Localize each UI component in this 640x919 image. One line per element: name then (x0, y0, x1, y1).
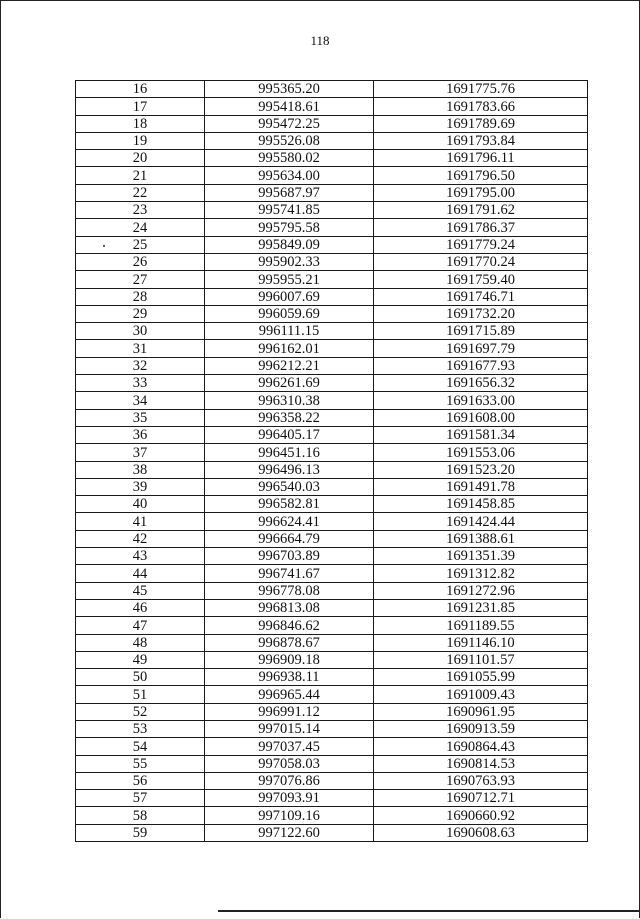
point-number-cell: 44 (76, 565, 205, 582)
coordinates-table (75, 80, 588, 842)
x-coordinate-cell: 995580.02 (205, 150, 374, 167)
table-row (76, 772, 588, 789)
point-number-cell: 30 (76, 323, 205, 340)
y-coordinate-cell: 1690763.93 (374, 772, 588, 789)
table-row (76, 202, 588, 219)
y-coordinate-cell: 1691656.32 (374, 375, 588, 392)
y-coordinate-cell: 1690913.59 (374, 720, 588, 737)
y-coordinate-cell: 1690608.63 (374, 824, 588, 841)
y-coordinate-cell: 1691231.85 (374, 599, 588, 616)
x-coordinate-cell: 996778.08 (205, 582, 374, 599)
table-row (76, 219, 588, 236)
y-coordinate-cell: 1691793.84 (374, 132, 588, 149)
y-coordinate-cell: 1691746.71 (374, 288, 588, 305)
y-coordinate-cell: 1691553.06 (374, 444, 588, 461)
table-row (76, 323, 588, 340)
x-coordinate-cell: 996624.41 (205, 513, 374, 530)
x-coordinate-cell: 995365.20 (205, 81, 374, 98)
y-coordinate-cell: 1691770.24 (374, 253, 588, 270)
table-row (76, 565, 588, 582)
x-coordinate-cell: 995955.21 (205, 271, 374, 288)
x-coordinate-cell: 996310.38 (205, 392, 374, 409)
x-coordinate-cell: 996451.16 (205, 444, 374, 461)
x-coordinate-cell: 996741.67 (205, 565, 374, 582)
x-coordinate-cell: 996965.44 (205, 686, 374, 703)
point-number-cell: 52 (76, 703, 205, 720)
point-number-cell: 16 (76, 81, 205, 98)
table-row (76, 444, 588, 461)
y-coordinate-cell: 1691388.61 (374, 530, 588, 547)
table-row (76, 81, 588, 98)
table-row (76, 375, 588, 392)
table-row (76, 651, 588, 668)
table-row (76, 582, 588, 599)
y-coordinate-cell: 1691146.10 (374, 634, 588, 651)
x-coordinate-cell: 997076.86 (205, 772, 374, 789)
x-coordinate-cell: 997109.16 (205, 807, 374, 824)
bottom-rule (218, 910, 640, 912)
x-coordinate-cell: 996878.67 (205, 634, 374, 651)
y-coordinate-cell: 1691189.55 (374, 617, 588, 634)
point-number-cell: 18 (76, 115, 205, 132)
x-coordinate-cell: 995526.08 (205, 132, 374, 149)
point-number-cell: 37 (76, 444, 205, 461)
table-row (76, 305, 588, 322)
table-row (76, 703, 588, 720)
point-number-cell: 41 (76, 513, 205, 530)
y-coordinate-cell: 1691796.11 (374, 150, 588, 167)
point-number-cell: 31 (76, 340, 205, 357)
y-coordinate-cell: 1690712.71 (374, 790, 588, 807)
x-coordinate-cell: 997093.91 (205, 790, 374, 807)
point-number-cell: 21 (76, 167, 205, 184)
page-number: 118 (310, 33, 330, 48)
x-coordinate-cell: 997037.45 (205, 738, 374, 755)
table-row (76, 461, 588, 478)
table-row (76, 496, 588, 513)
point-number-cell: 26 (76, 253, 205, 270)
point-number-cell: 48 (76, 634, 205, 651)
x-coordinate-cell: 997122.60 (205, 824, 374, 841)
table-row (76, 184, 588, 201)
table-row (76, 409, 588, 426)
x-coordinate-cell: 996261.69 (205, 375, 374, 392)
y-coordinate-cell: 1691633.00 (374, 392, 588, 409)
x-coordinate-cell: 996846.62 (205, 617, 374, 634)
coordinates-table-body (76, 81, 588, 842)
point-number-cell: 34 (76, 392, 205, 409)
x-coordinate-cell: 995902.33 (205, 253, 374, 270)
point-number-cell: 20 (76, 150, 205, 167)
table-row (76, 790, 588, 807)
table-row (76, 340, 588, 357)
table-row (76, 98, 588, 115)
point-number-cell: 53 (76, 720, 205, 737)
y-coordinate-cell: 1690660.92 (374, 807, 588, 824)
point-number-cell: 40 (76, 496, 205, 513)
point-number-cell: 56 (76, 772, 205, 789)
x-coordinate-cell: 996059.69 (205, 305, 374, 322)
table-row (76, 236, 588, 253)
point-number-cell: 36 (76, 426, 205, 443)
point-number-cell: 29 (76, 305, 205, 322)
y-coordinate-cell: 1691055.99 (374, 669, 588, 686)
x-coordinate-cell: 997015.14 (205, 720, 374, 737)
point-number-cell: 49 (76, 651, 205, 668)
x-coordinate-cell: 996540.03 (205, 478, 374, 495)
point-number-cell: 35 (76, 409, 205, 426)
y-coordinate-cell: 1691795.00 (374, 184, 588, 201)
y-coordinate-cell: 1691458.85 (374, 496, 588, 513)
point-number-cell: 33 (76, 375, 205, 392)
x-coordinate-cell: 996703.89 (205, 548, 374, 565)
y-coordinate-cell: 1690814.53 (374, 755, 588, 772)
x-coordinate-cell: 995687.97 (205, 184, 374, 201)
table-row (76, 755, 588, 772)
x-coordinate-cell: 995418.61 (205, 98, 374, 115)
x-coordinate-cell: 995795.58 (205, 219, 374, 236)
point-number-cell: 46 (76, 599, 205, 616)
y-coordinate-cell: 1691424.44 (374, 513, 588, 530)
point-number-cell: 32 (76, 357, 205, 374)
table-row (76, 738, 588, 755)
x-coordinate-cell: 996358.22 (205, 409, 374, 426)
point-number-cell: 45 (76, 582, 205, 599)
x-coordinate-cell: 995849.09 (205, 236, 374, 253)
x-coordinate-cell: 996007.69 (205, 288, 374, 305)
table-row (76, 634, 588, 651)
table-row (76, 807, 588, 824)
table-row (76, 426, 588, 443)
y-coordinate-cell: 1691796.50 (374, 167, 588, 184)
x-coordinate-cell: 996813.08 (205, 599, 374, 616)
y-coordinate-cell: 1691009.43 (374, 686, 588, 703)
y-coordinate-cell: 1691789.69 (374, 115, 588, 132)
point-number-cell: 59 (76, 824, 205, 841)
scan-speck (103, 245, 105, 247)
y-coordinate-cell: 1691523.20 (374, 461, 588, 478)
point-number-cell: 51 (76, 686, 205, 703)
point-number-cell: 17 (76, 98, 205, 115)
table-row (76, 530, 588, 547)
y-coordinate-cell: 1691581.34 (374, 426, 588, 443)
x-coordinate-cell: 995634.00 (205, 167, 374, 184)
point-number-cell: 58 (76, 807, 205, 824)
point-number-cell: 55 (76, 755, 205, 772)
y-coordinate-cell: 1691791.62 (374, 202, 588, 219)
x-coordinate-cell: 996938.11 (205, 669, 374, 686)
x-coordinate-cell: 996111.15 (205, 323, 374, 340)
point-number-cell: 24 (76, 219, 205, 236)
table-row (76, 288, 588, 305)
x-coordinate-cell: 997058.03 (205, 755, 374, 772)
y-coordinate-cell: 1691677.93 (374, 357, 588, 374)
y-coordinate-cell: 1691783.66 (374, 98, 588, 115)
y-coordinate-cell: 1691351.39 (374, 548, 588, 565)
table-row (76, 617, 588, 634)
x-coordinate-cell: 996405.17 (205, 426, 374, 443)
table-row (76, 392, 588, 409)
x-coordinate-cell: 996162.01 (205, 340, 374, 357)
y-coordinate-cell: 1691759.40 (374, 271, 588, 288)
x-coordinate-cell: 995472.25 (205, 115, 374, 132)
y-coordinate-cell: 1691786.37 (374, 219, 588, 236)
y-coordinate-cell: 1691732.20 (374, 305, 588, 322)
point-number-cell: 38 (76, 461, 205, 478)
point-number-cell: 25 (76, 236, 205, 253)
x-coordinate-cell: 996909.18 (205, 651, 374, 668)
y-coordinate-cell: 1691312.82 (374, 565, 588, 582)
y-coordinate-cell: 1691101.57 (374, 651, 588, 668)
point-number-cell: 19 (76, 132, 205, 149)
x-coordinate-cell: 996582.81 (205, 496, 374, 513)
y-coordinate-cell: 1691608.00 (374, 409, 588, 426)
y-coordinate-cell: 1691697.79 (374, 340, 588, 357)
point-number-cell: 22 (76, 184, 205, 201)
point-number-cell: 43 (76, 548, 205, 565)
point-number-cell: 39 (76, 478, 205, 495)
x-coordinate-cell: 996991.12 (205, 703, 374, 720)
table-row (76, 548, 588, 565)
y-coordinate-cell: 1691775.76 (374, 81, 588, 98)
table-row (76, 599, 588, 616)
point-number-cell: 23 (76, 202, 205, 219)
table-row (76, 478, 588, 495)
y-coordinate-cell: 1691715.89 (374, 323, 588, 340)
point-number-cell: 47 (76, 617, 205, 634)
point-number-cell: 27 (76, 271, 205, 288)
y-coordinate-cell: 1691779.24 (374, 236, 588, 253)
table-row (76, 824, 588, 841)
x-coordinate-cell: 996664.79 (205, 530, 374, 547)
point-number-cell: 57 (76, 790, 205, 807)
x-coordinate-cell: 996212.21 (205, 357, 374, 374)
table-row (76, 132, 588, 149)
table-row (76, 115, 588, 132)
y-coordinate-cell: 1691491.78 (374, 478, 588, 495)
y-coordinate-cell: 1690864.43 (374, 738, 588, 755)
x-coordinate-cell: 995741.85 (205, 202, 374, 219)
table-row (76, 357, 588, 374)
table-row (76, 669, 588, 686)
table-row (76, 271, 588, 288)
table-row (76, 167, 588, 184)
point-number-cell: 54 (76, 738, 205, 755)
table-row (76, 686, 588, 703)
point-number-cell: 42 (76, 530, 205, 547)
point-number-cell: 50 (76, 669, 205, 686)
point-number-cell: 28 (76, 288, 205, 305)
y-coordinate-cell: 1691272.96 (374, 582, 588, 599)
table-row (76, 253, 588, 270)
table-row (76, 720, 588, 737)
table-row (76, 150, 588, 167)
y-coordinate-cell: 1690961.95 (374, 703, 588, 720)
x-coordinate-cell: 996496.13 (205, 461, 374, 478)
table-row (76, 513, 588, 530)
